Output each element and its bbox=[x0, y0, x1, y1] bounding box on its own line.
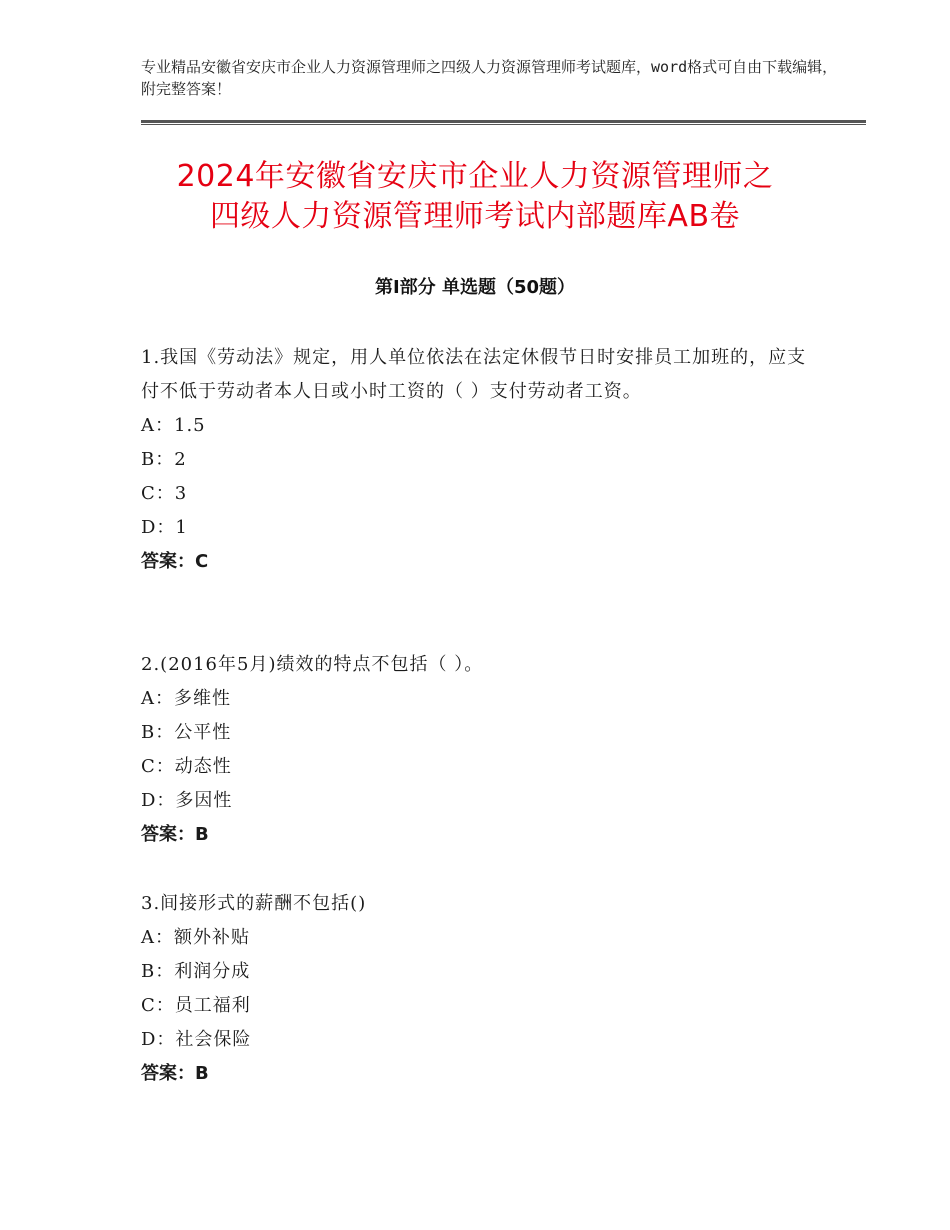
question-3 bbox=[141, 887, 821, 1091]
question-2 bbox=[141, 648, 821, 852]
document-title bbox=[60, 157, 890, 237]
answer-label: 答案：B bbox=[141, 824, 209, 845]
option-b: B：2 bbox=[141, 449, 187, 470]
title-line-2: 四级人力资源管理师考试内部题库AB卷 bbox=[209, 199, 741, 234]
option-a: A：多维性 bbox=[141, 688, 231, 709]
answer-label: 答案：C bbox=[141, 551, 209, 572]
question-stem: 1.我国《劳动法》规定，用人单位依法在法定休假节日时安排员工加班的，应支付不低于劳动者本人日或小时工资的（ ）支付劳动者工资。 bbox=[141, 347, 807, 402]
question-stem: 2.(2016年5月)绩效的特点不包括（ ）。 bbox=[141, 654, 484, 675]
option-b: B：利润分成 bbox=[141, 961, 251, 982]
header-note: 专业精品安徽省安庆市企业人力资源管理师之四级人力资源管理师考试题库，word格式可自由下载编辑，附完整答案！ bbox=[141, 58, 838, 98]
header-divider bbox=[141, 120, 866, 125]
option-b: B：公平性 bbox=[141, 722, 232, 743]
section-heading: 第Ⅰ部分 单选题（50题） bbox=[374, 277, 575, 298]
option-c: C：动态性 bbox=[141, 756, 232, 777]
option-d: D：社会保险 bbox=[141, 1029, 252, 1050]
option-a: A：额外补贴 bbox=[141, 927, 250, 948]
question-1 bbox=[141, 341, 821, 579]
option-d: D：1 bbox=[141, 517, 188, 538]
answer-label: 答案：B bbox=[141, 1063, 209, 1084]
option-c: C：员工福利 bbox=[141, 995, 251, 1016]
option-a: A：1.5 bbox=[141, 415, 206, 436]
title-line-1: 2024年安徽省安庆市企业人力资源管理师之 bbox=[176, 159, 774, 194]
option-c: C：3 bbox=[141, 483, 188, 504]
question-stem: 3.间接形式的薪酬不包括() bbox=[141, 893, 367, 914]
option-d: D：多因性 bbox=[141, 790, 233, 811]
